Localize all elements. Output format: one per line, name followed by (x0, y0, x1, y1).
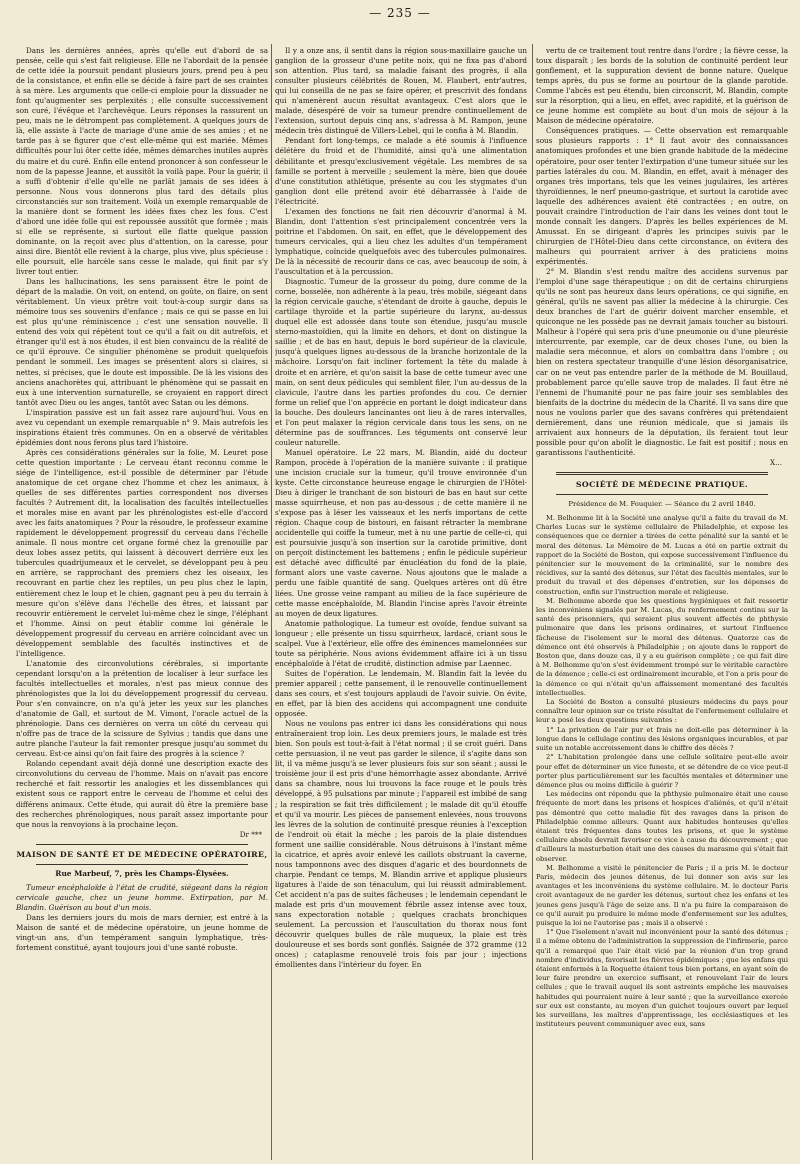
case-intro: Dans les derniers jours du mois de mars dernier, est entré à la Maison de santé et de médecine opératoire, un jeune homme de vingt-un ans, d'un tempérament sanguin lymphatique, très-fortement constitué, ayant toujours joui d'une santé robuste. (16, 912, 268, 953)
paragraph: Diagnostic. Tumeur de la grosseur du poing, dure comme de la corne, bosselée, non adhérente à la peau, très mobile, siégeant dans la région cervicale gauche, s'étendant de droite à gauche, depuis le cartilage thyroïde et la partie supérieure du larynx, au-dessus duquel elle est adossée dans toute son étendue, jusqu'au muscle sterno-mastoïdien, qui la limite en dehors, et dont on distingue la saillie ; et de bas en haut, depuis le bord supérieur de la clavicule, jusqu'à quelques lignes au-dessous de la branche horizontale de la mâchoire. Lorsqu'on fait incliner fortement la tête du malade à droite et en arrière, et qu'on saisit la base de cette tumeur avec une main, on sent deux pédicules qui semblent filer, l'un au-dessus de la clavicule, l'autre dans les parties profondes du cou. Ce dernier forme un relief que l'on apprécie en portant le doigt indicateur dans la bouche. Des douleurs lancinantes ont lieu à de rares intervalles, et l'on peut malaxer la région cervicale dans tous les sens, on ne détermine pas de souffrances. Les téguments ont conservé leur couleur naturelle. (275, 277, 527, 447)
minutes-paragraph: 1° La privation de l'air pur et frais ne doit-elle pas déterminer à la longue dans le cellulage continu des lésions organiques incurables, et par suite un notable accroissement dans le chiffre des décès ? (536, 725, 788, 753)
paragraph: L'anatomie des circonvolutions cérébrales, si importante cependant lorsqu'on a la prétention de localiser à leur surface les facultés intellectuelles et morales, n'est pas mieux connue des phrénologistes que la loi du développement progressif du cerveau. Pour s'en convaincre, on n'a qu'à jeter les yeux sur les planches d'anatomie de Gall, et surtout de M. Vimont, l'oracle actuel de la phrénologie. Dans ces dernières on verra un côté du cerveau qui n'offre pas de trace de la scissure de Sylvius ; tandis que dans une autre planche l'auteur la fait remonter presque jusqu'au sommet du cerveau. Est-ce ainsi qu'on fait faire des progrès à la science ? (16, 658, 268, 759)
paragraph: Suites de l'opération. Le lendemain, M. Blandin fait la levée du premier appareil ; cette pansement, il le renouvelle continuellement dans ses cours, et s'est toujours applaudi de l'avoir suivie. On évite, en effet, par là bien des accidens qui accompagnent une conduite opposée. (275, 668, 527, 719)
paragraph: L'inspiration passive est un fait assez rare aujourd'hui. Vous en avez vu cependant un exemple remarquable n° 9. Mais autrefois les inspirations étaient très communes. On en a observé de véritables épidémies dont nous ferons plus tard l'histoire. (16, 407, 268, 447)
paragraph: Après ces considérations générales sur la folie, M. Leuret pose cette question importante : Le cerveau étant reconnu comme le siége de l'intelligence, est-il possible de déterminer par l'étude anatomique de cet organe chez l'homme et chez les animaux, à quelles de ses différentes parties correspondent nos diverses facultés ? Autrement dit, la localisation des facultés intellectuelles et morales mise en avant par les phrénologistes est-elle d'accord avec les faits anatomiques ? Pour la résoudre, le professeur examine rapidement le développement progressif du cerveau dans l'échelle animale. Il nous montre cet organe formé chez la grenouille par deux lobes assez petits, qui laissent à découvert derrière eux les tubercules quadrijumeaux et le cervelet, se développant peu à peu en arrière, se rapprochant des premiers chez les oiseaux, les recouvrant en partie chez les reptiles, un peu plus chez le lapin, entièrement chez le loup et le chien, gagnant peu à peu du terrain à mesure qu'on s'élève dans l'échelle des êtres, et laissant par recouvrir entièrement le cervelet lui-même chez le singe, l'éléphant et l'homme. Ainsi on peut établir comme loi générale le développement progressif du cerveau en arrière coïncidant avec un développement semblable des facultés instinctives et de l'intelligence. (16, 447, 268, 658)
page-number: — 235 — (369, 6, 431, 20)
paragraph: Nous ne voulons pas entrer ici dans les considérations qui nous entraîneraient trop loin. Les deux premiers jours, le malade est très bien. Son pouls est tout-à-fait à l'état normal ; il se croit guéri. Dans cette persuasion, il ne veut pas garder le silence, il s'agite dans son lit, il va même jusqu'à se lever plusieurs fois sur son séant ; aussi le troisième jour il est pris d'une hémorrhagie assez abondante. Arrivé dans sa chambre, nous lui trouvons la face rouge et le pouls très développé, à 95 pulsations par minute ; l'appareil est imbibé de sang ; la respiration se fait très difficilement ; le malade dit qu'il étouffe et qu'il va mourir. Les pièces de pansement enlevées, nous trouvons les lèvres de la solution de continuité presque réunies à l'exception de l'endroit où était la mèche ; les parois de la plaie distendues forment une saillie considérable. Nous détruisons à l'instant même la cicatrice, et après avoir enlevé les caillots obstruant la caverne, nous tamponnons avec des disques d'agaric et des bourdonnets de charpie. Pendant ce temps, M. Blandin arrive et applique plusieurs ligatures à l'aide de son ténaculum, qui lui réussit admirablement. Cet accident n'a pas de suites fâcheuses ; le lendemain cependant le malade est pris d'un mouvement fébrile assez intense avec toux, sans expectoration notable ; quelques crachats bronchiques seulement. La percussion et l'auscultation du thorax nous font découvrir quelques bulles de râle muqueux, la plaie est très douloureuse et ses bords sont gonflés. Saignée de 372 gramme (12 onces) ; cataplasme renouvelé trois fois par jour ; injections émollientes dans l'intérieur du foyer. En (275, 719, 527, 970)
minutes-paragraph: 1° Que l'isolement n'avait nul inconvénient pour la santé des détenus ; il a même obtenu de l'administration la suppression de l'infirmerie, parce qu'il a remarqué que l'air était vicié par la réunion d'un trop grand nombre d'individus, favorisait les fièvres épidémiques ; que les enfans qui étaient enfermés à la Roquette étaient tous bien portans, en ayant soin de leur faire prendre un exercice suffisant, et renouvelant l'air de leurs cellules ; que le travail auquel ils sont astreints empêche les mauvaises habitudes qui pourraient nuire à leur santé ; que la surveillance exercée sur eux est constante, au moyen d'un guichet toujours ouvert par lequel les surveillans, les maîtres d'apprentissage, les ecclésiastiques et les instituteurs peuvent communiquer avec eux, sans (536, 928, 788, 1029)
paragraph: Pendant fort long-temps, ce malade a été soumis à l'influence délétère du froid et de l'humidité, ainsi qu'à une alimentation débilitante et presqu'exclusivement végétale. Les membres de sa famille se portent à merveille ; seulement la mère, bien que douée d'une constitution athlétique, présente au cou les stygmates d'un ganglion dont elle prétend avoir été débarrassée à l'aide de l'électricité. (275, 136, 527, 206)
minutes-paragraph: Les médecins ont répondu que la phthysie pulmonaire était une cause fréquente de mort dans les prisons et hospices d'aliénés, et qu'il n'était pas démontré que cette maladie fût des ravages dans la prison de Philadelphie comme ailleurs. Quant aux habitudes honteuses qu'elles étaient très fréquentes dans toutes les prisons, et que le système cellulaire absolu devrait favoriser ce vice à cause du découvrement ; que d'ailleurs la masturbation était une des causes du marasme qui s'était fait observer. (536, 790, 788, 863)
paragraph: Dans les dernières années, après qu'elle eut d'abord de sa pensée, celle qui s'est fait religieuse. Elle ne l'abordait de la pensée de cette idée la poursuit pendant plusieurs jours, prend peu à peu de la consistance, et enfin elle se décide à faire part de ses craintes à sa mère. Les arguments que celle-ci emploie pour la dissuader ne font qu'augmenter ses perplexités ; elle consulte successivement son curé, l'évêque et l'archevêque. Leurs réponses la rassurent un peu, mais ne le détrompent pas complètement. A quelques jours de là, elle assiste à l'acte de mariage d'une amie de ses amies ; et ne tarde pas à se figurer que c'est elle-même qui est mariée. Mêmes difficultés pour lui ôter cette idée, mêmes démarches inutiles auprès du maire et du curé. Enfin elle entend prononcer à son confesseur le nom de la papesse Jeanne, et aussitôt la voilà pape. Pour la guérir, il a suffi d'obtenir d'elle qu'elle ne parlât jamais de ses idées à personne. Nous vous donnerons plus tard des détails plus circonstanciés sur son traitement. Voilà un exemple remarquable de la manière dont se forment les idées fixes chez les fous. C'est d'abord une idée folle qui est repoussée aussitôt que formée ; mais si elle se représente, si surtout elle flatte quelque passion dominante, on la reçoit avec plus d'attention, on la caresse, pour ainsi dire. Bientôt elle revient à la charge, plus vive, plus spécieuse : elle poursuit, elle harcèle sans cesse le malade, qui finit par s'y livrer tout entier. (16, 46, 268, 277)
paragraph: Dans les hallucinations, les sens paraissent être le point de départ de la maladie. On voit, on entend, on goûte, on flaire, on sent véritablement. Un vieux prêtre voit tout-à-coup surgir dans sa mémoire tous ses souvenirs d'enfance ; mais ce qui se passe en lui est plus qu'une réminiscence ; c'est une sensation nouvelle. Il entend des voix qui répètent tout ce qu'il a fait ou dit autrefois, et étranger qu'il est à nos études, il est bien convaincu de la réalité de ce qu'il éprouve. Ce singulier phénomène se produit quelquefois pendant le sommeil. Les images se présentent alors si claires, si nettes, si précises, que le doute est impossible. De là les visions des anciens anachorètes qui, attribuant le phénomène qui se passait en eux à une intervention surnaturelle, se croyaient en rapport direct tantôt avec Dieu ou les anges, tantôt avec Satan ou les démons. (16, 277, 268, 407)
minutes-block (536, 514, 788, 1029)
column-1 (16, 46, 268, 1158)
minutes-paragraph: M. Belhomme aborde que les questions hygiéniques et fait ressortir les inconvéniens signalés par M. Lucas, du renfermement continu sur la santé des prisonniers, qui seraient plus souvent affectés de phthysie pulmonaire que dans les prisons ordinaires, et surtout l'influence fâcheuse de l'isolement sur le moral des détenus. Quatorze cas de démence ont été observés à Philadelphie ; on ajoute dans le rapport de Boston que, dans douze cas, il y a eu guérison complète ; ce qui fait dire à M. Belhomme qu'on s'est évidemment trompé sur le véritable caractère de la démence ; celle-ci est ordinairement incurable, et l'on a pris pour de la démence ce qui n'était qu'un affaissement momentané des facultés intellectuelles. (536, 596, 788, 697)
minutes-paragraph: La Société de Boston a consulté plusieurs médecins du pays pour connaître leur opinion sur ce triste résultat de l'enfermement cellulaire et leur a posé les deux questions suivantes : (536, 698, 788, 725)
meeting-line: Présidence de M. Fouquier. — Séance du 2 avril 1840. (568, 499, 756, 508)
paragraph: Conséquences pratiques. — Cette observation est remarquable sous plusieurs rapports : 1° Il faut avoir des connaissances anatomiques profondes et une bien grande habitude de la médecine opératoire, pour oser tenter l'extirpation d'une tumeur située sur les parties latérales du cou. M. Blandin, en effet, avait à ménager des organes très importans, tels que les veines jugulaires, les artères thyroïdiennes, le nerf pneumo-gastrique, et surtout la carotide avec laquelle des adhérences avaient été contractées ; en outre, on pouvait craindre l'introduction de l'air dans les veines dont tout le monde connaît les dangers. D'après les belles expériences de M. Amussat. En se dirigeant d'après les principes suivis par le chirurgien de l'Hôtel-Dieu dans cette circonstance, on évitera des malheurs qui pourraient arriver à des praticiens moins expérimentés. (536, 126, 788, 266)
section-heading: MAISON DE SANTÉ ET DE MÉDECINE OPÉRATOIRE, (16, 849, 268, 859)
paragraph: Manuel opératoire. Le 22 mars, M. Blandin, aidé du docteur Rampon, procède à l'opération de la manière suivante : il pratique une incision cruciale sur la tumeur, qu'il trouve environnée d'un kyste. Cette circonstance heureuse engage le chirurgien de l'Hôtel-Dieu à diriger le tranchant de son bistouri de bas en haut sur cette masse squirrheuse, et non pas au-dessous ; de cette manière il ne s'expose pas à léser les vaisseaux et les nerfs importans de cette région. Chaque coup de bistouri, en faisant rétracter la membrane accidentelle qui coiffe la tumeur, met à nu une partie de celle-ci, qui est poursuivie jusqu'à son insertion sur la carotide primitive, dont on perçoit distinctement les battemens ; enfin le pédicule supérieur est détaché avec difficulté par énucléation du fond de la plaie, formant alors une vaste caverne. Nous ajoutons que le malade a perdu une faible quantité de sang. Quelques artères ont dû être liées. Une grosse veine rampant au milieu de la face supérieure de cette masse encéphaloïde, M. Blandin l'incise après l'avoir étreinte au moyen de deux ligatures. (275, 447, 527, 618)
section-subheading: Rue Marbeuf, 7, près les Champs-Élysées. (55, 868, 229, 878)
section-divider (556, 472, 768, 475)
paragraph: Anatomie pathologique. La tumeur est ovoïde, fendue suivant sa longueur ; elle présente un tissu squirrheux, lardacé, criant sous le scalpel. Vue à l'extérieur, elle offre des éminences mamelonnées sur toute sa périphérie. Nous avions évidemment affaire ici à un tissu encéphaloïde à l'état de crudité, distinction admise par Laennec. (275, 618, 527, 668)
paragraph: Il y a onze ans, il sentit dans la région sous-maxillaire gauche un ganglion de la grosseur d'une petite noix, qui ne fixa pas d'abord son attention. Plus tard, sa maladie faisant des progrès, il alla consulter plusieurs célébrités de Rouen, M. Flaubert, entr'autres, qui lui conseilla de ne pas se faire opérer, et prescrivit des fondans qui n'amenèrent aucun résultat avantageux. C'est alors que le malade, désespéré de voir sa tumeur prendre continuellement de l'extension, surtout depuis cinq ans, s'adressa à M. Rampon, jeune médecin très distingué de Villers-Lebel, qui le confia à M. Blandin. (275, 46, 527, 136)
minutes-paragraph: M. Belhomme lit à la Société une analyse qu'il a faite du travail de M. Charles Lucas sur le système cellulaire de Philadelphie, et expose les conséquences que ce dernier a tirées de cette pénalité sur la santé et le moral des détenus. Le Mémoire de M. Lucas a été en partie extrait du rapport de la Société de Boston, qui expose successivement l'influence du pénitencier sur le mouvement de la criminalité, sur le nombre des récidives, sur la santé des détenus, sur l'état des facultés mentales, sur le produit du travail et des dépenses d'entretien, sur les dépenses de construction, enfin sur l'instruction morale et religieuse. (536, 514, 788, 596)
minutes-paragraph: M. Belhomme a visité le pénitencier de Paris ; il a pris M. le docteur Paris, médecin des jeunes détenus, de lui donner son avis sur les avantages et les inconvéniens du système cellulaire. M. le docteur Paris croit avantageux de ne garder les détenus, surtout chez les enfans et les jeunes gens jusqu'à l'âge de seize ans. Il n'a pu faire la comparaison de ce qu'il aurait pu produire le même mode d'enfermement sur les adultes, puisque la loi ne l'autorise pas ; mais il a observé : (536, 863, 788, 927)
column-rule-right (532, 44, 533, 1160)
paragraph: 2° M. Blandin s'est rendu maître des accidens survenus par l'emploi d'une sage thérapeutique ; on dit de certains chirurgiens qu'ils ne sont pas heureux dans leurs opérations, ce qui signifie, en général, qu'ils ne savent pas allier la médecine à la chirurgie. Ces deux branches de l'art de guérir doivent marcher ensemble, et quiconque ne les possède pas ne devrait jamais toucher au bistouri. Malheur à l'opéré qui sera pris d'une pneumonie ou d'une pleurésie intercurrente, par exemple, car de deux choses l'une, ou bien la maladie sera méconnue, et alors on combattra dans l'ombre ; ou bien on restera spectateur tranquille d'une lésion désorganisatrice, car on ne veut pas entendre parler de la méthode de M. Bouillaud, probablement parce qu'elle sauve trop de malades. Il faut être né l'ennemi de l'humanité pour ne pas faire jouir ses semblables des bienfaits de la doctrine du médecin de la Charité. Il va sans dire que nous ne voulons parler que des savans confrères qui prétendaient dernièrement, dans une réunion médicale, que si jamais ils arrivaient aux honneurs de la députation, ils feraient tout leur possible pour qu'on abolît le diagnostic. Le fait est positif ; nous en garantissons l'authenticité. (536, 267, 788, 457)
heading-underline (36, 864, 248, 865)
column-3 (536, 46, 788, 1158)
paragraph: L'examen des fonctions ne fait rien découvrir d'anormal à M. Blandin, dont l'attention s'est principalement concentrée vers la poitrine et l'abdomen. On sait, en effet, que le développement des tumeurs cervicales, qui a lieu chez les adultes d'un tempérament lymphatique, coïncide quelquefois avec des tubercules pulmonaires. De là la nécessité de recourir dans ce cas, avec beaucoup de soin, à l'auscultation et à la percussion. (275, 206, 527, 277)
paragraph: vertu de ce traitement tout rentre dans l'ordre ; la fièvre cesse, la toux disparaît ; les bords de la solution de continuité perdent leur gonflement, et la suppuration devient de bonne nature. Quelque temps après, du pus se forme au pourtour de la glande parotide. Comme l'abcès est peu étendu, bien circonscrit, M. Blandin, compte sur la résorption, qui a lieu, en effet, avec rapidité, et la guérison de ce jeune homme est complète au bout d'un mois de séjour à la Maison de médecine opératoire. (536, 46, 788, 126)
minutes-paragraph: 2° L'habitation prolongée dans une cellule solitaire peut-elle avoir pour effet de déterminer un vice funeste, et se détendre de ce vice peut-il porter plus particulièrement sur les facultés mentales et déterminer une démence plus ou moins difficile à guérir ? (536, 753, 788, 789)
signature: X... (770, 457, 782, 467)
heading-underline (556, 494, 768, 495)
column-2 (275, 46, 527, 1158)
case-title: Tumeur encéphaloïde à l'état de crudité, siégeant dans la région cervicale gauche, chez un jeune homme. Extirpation, par M. Blandin. Guérison au bout d'un mois. (16, 882, 268, 912)
signature: Dr *** (239, 829, 262, 839)
paragraph: Rolando cependant avait déjà donné une description exacte des circonvolutions du cerveau de l'homme. Mais on n'avait pas encore recherché et fait ressortir les analogies et les dissemblances qui existent sous ce rapport entre le cerveau de l'homme et celui des différens animaux. Cette étude, qui aurait dû être la première base des recherches phrénologiques, nous paraît assez importante pour que nous la renvoyions à la prochaine leçon. (16, 759, 268, 829)
column-rule-left (271, 44, 272, 1160)
section-heading: SOCIÉTÉ DE MÉDECINE PRATIQUE. (575, 479, 749, 489)
section-divider (36, 844, 248, 845)
